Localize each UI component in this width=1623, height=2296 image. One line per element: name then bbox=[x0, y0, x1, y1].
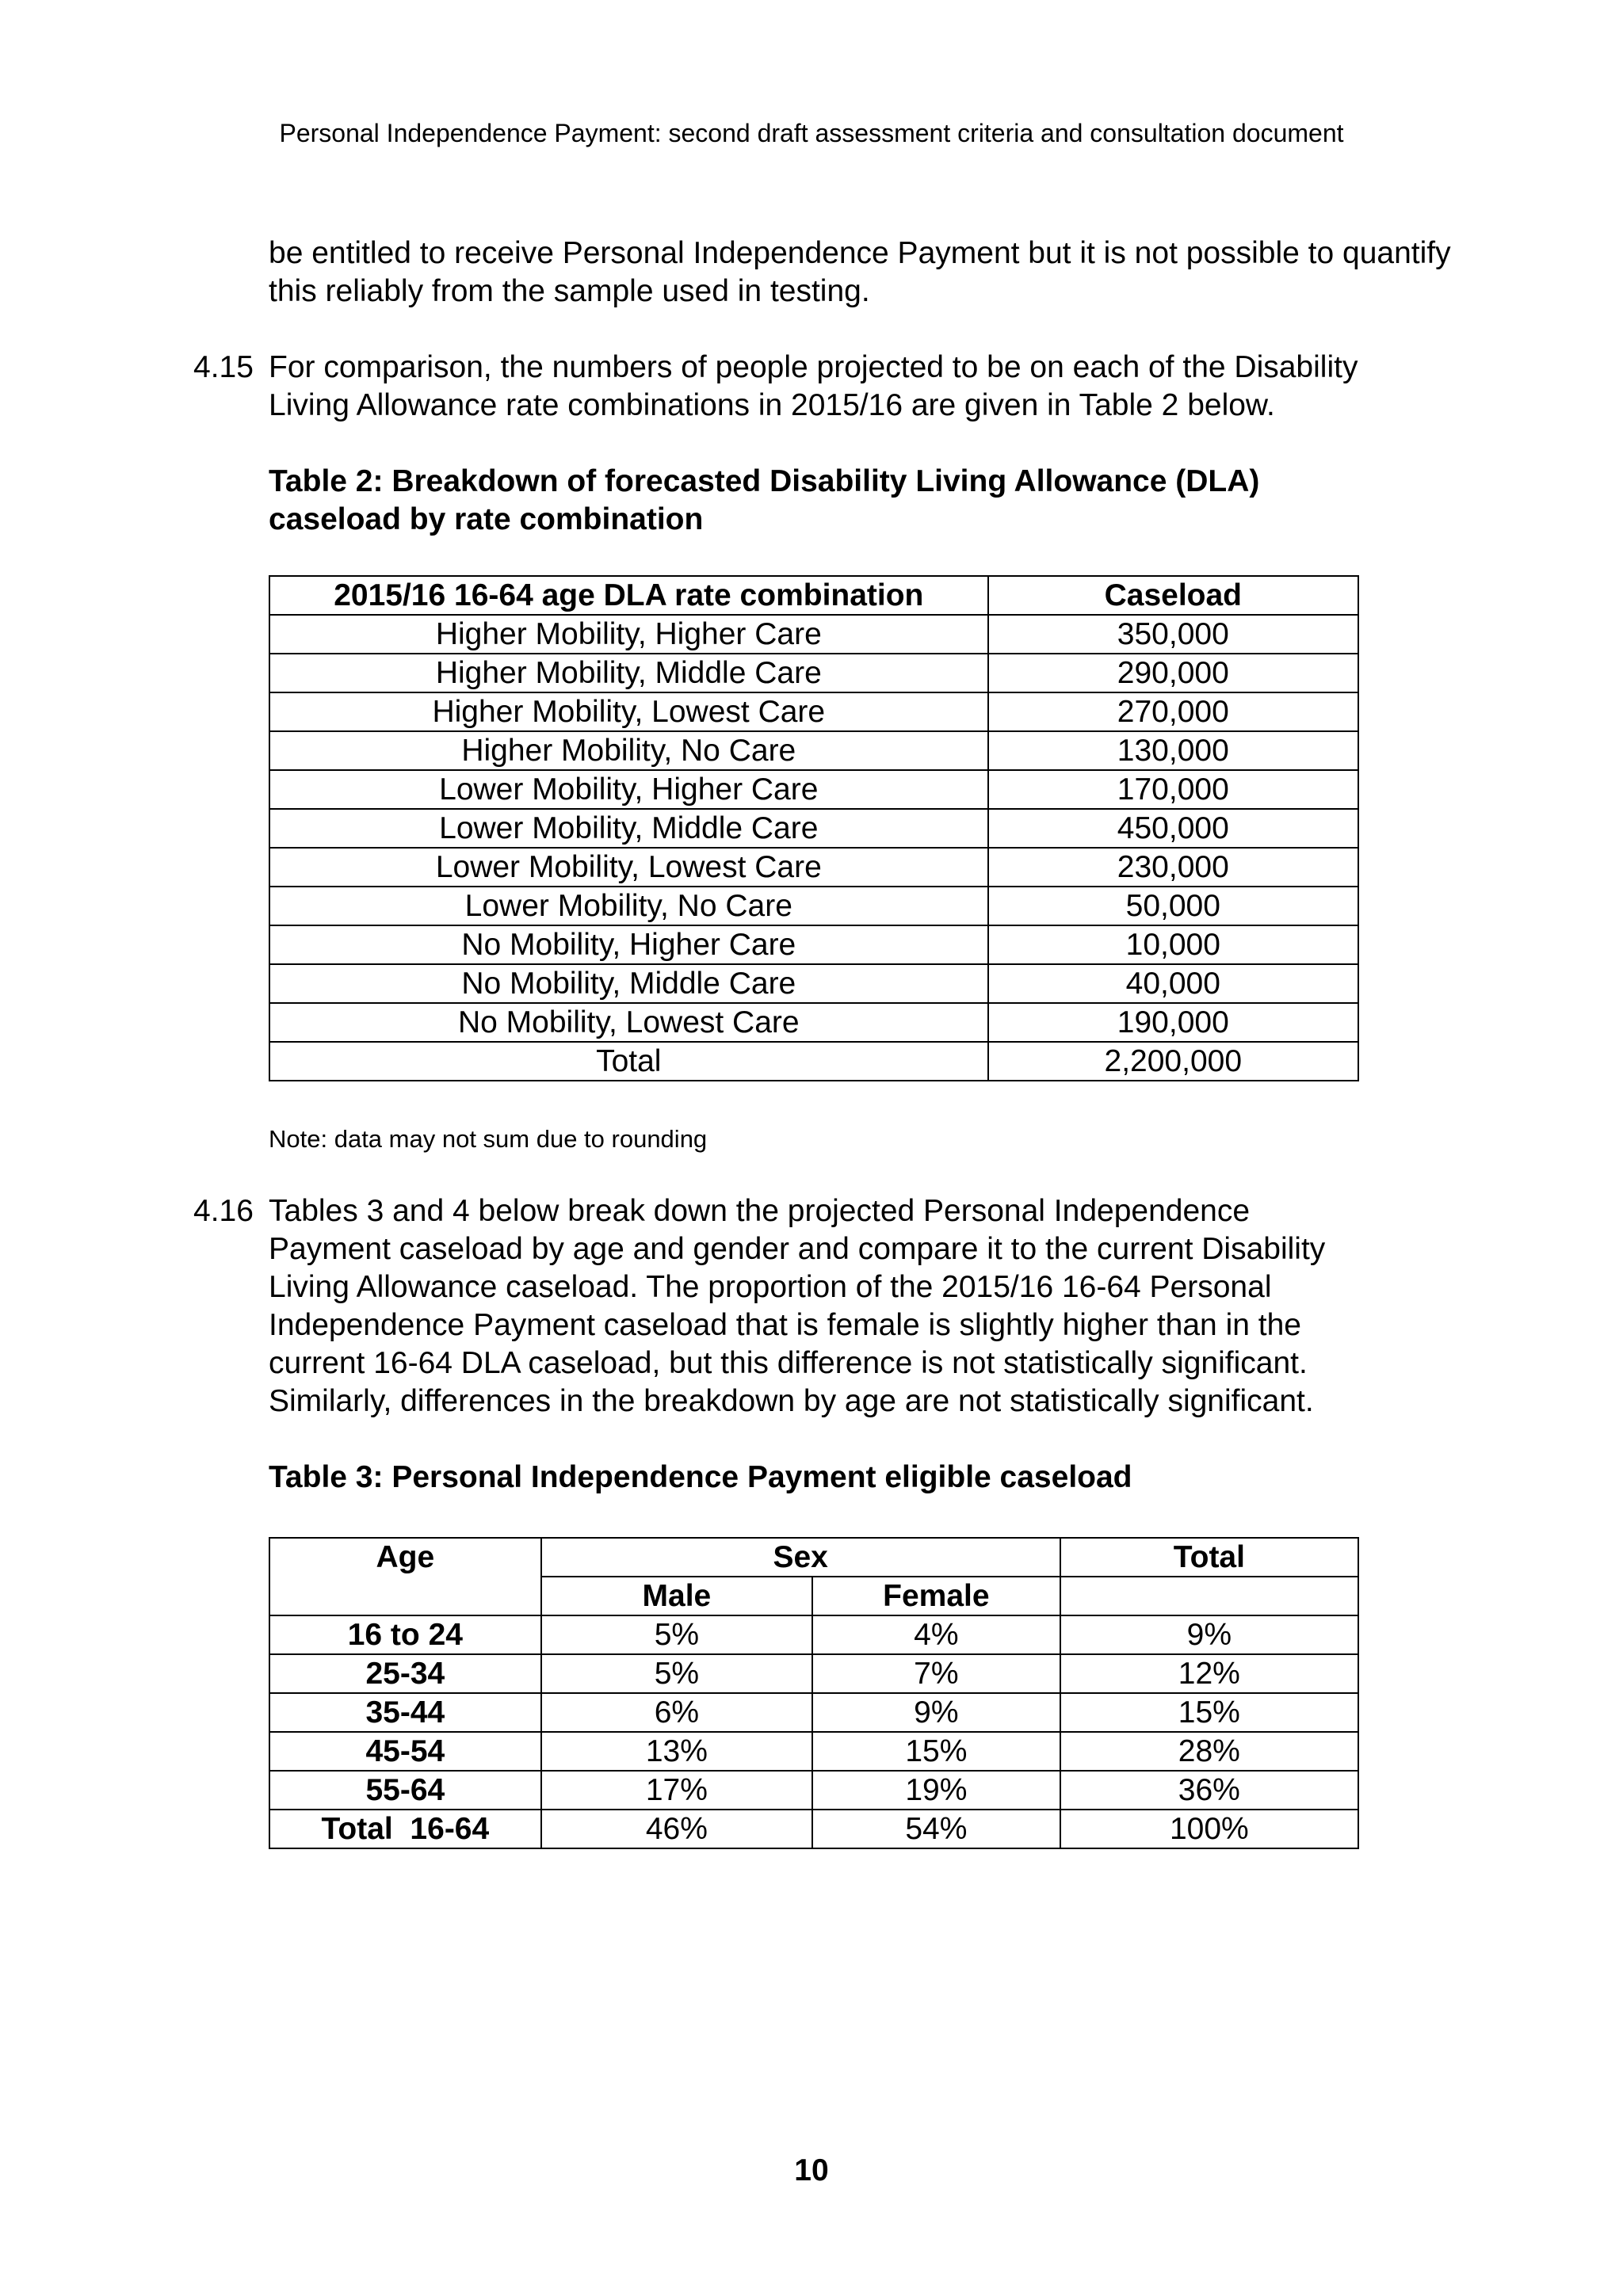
male-cell: 5% bbox=[541, 1654, 812, 1693]
rate-combination-cell: Lower Mobility, No Care bbox=[269, 887, 988, 925]
table-row bbox=[269, 1003, 1358, 1042]
table-row bbox=[269, 809, 1358, 848]
age-cell: 55-64 bbox=[269, 1771, 541, 1810]
page-number: 10 bbox=[794, 2153, 829, 2187]
rate-combination-cell: Higher Mobility, Middle Care bbox=[269, 654, 988, 692]
caseload-cell: 350,000 bbox=[988, 615, 1358, 654]
table-row bbox=[269, 731, 1358, 770]
table-row bbox=[269, 1732, 1358, 1771]
caseload-cell: 170,000 bbox=[988, 770, 1358, 809]
female-cell: 7% bbox=[812, 1654, 1060, 1693]
rate-combination-cell: Higher Mobility, No Care bbox=[269, 731, 988, 770]
table-row bbox=[269, 615, 1358, 654]
caseload-cell: 450,000 bbox=[988, 809, 1358, 848]
rate-combination-cell: Lower Mobility, Lowest Care bbox=[269, 848, 988, 887]
section-text: For comparison, the numbers of people projected to be on each of the Disability Living Allowance rate combinations in 2015/16 are given in Table 2 below. bbox=[269, 350, 1358, 422]
table-row bbox=[269, 964, 1358, 1003]
table-row bbox=[269, 1654, 1358, 1693]
column-header-total: Total bbox=[1060, 1538, 1358, 1577]
intro-paragraph: be entitled to receive Personal Independence Payment but it is not possible to quantify this reliably from the sample used in testing. bbox=[269, 236, 1451, 308]
caseload-cell: 50,000 bbox=[988, 887, 1358, 925]
table-2-note: Note: data may not sum due to rounding bbox=[269, 1125, 708, 1153]
rate-combination-cell: No Mobility, Middle Care bbox=[269, 964, 988, 1003]
section-number: 4.16 bbox=[193, 1194, 254, 1228]
column-header-rate-combination: 2015/16 16-64 age DLA rate combination bbox=[269, 576, 988, 615]
caseload-cell: 10,000 bbox=[988, 925, 1358, 964]
table-header-row bbox=[269, 576, 1358, 615]
total-cell: 36% bbox=[1060, 1771, 1358, 1810]
empty-header-cell bbox=[1060, 1577, 1358, 1615]
age-cell: 25-34 bbox=[269, 1654, 541, 1693]
column-header-caseload: Caseload bbox=[988, 576, 1358, 615]
table-header-row bbox=[269, 1538, 1358, 1577]
section-text: Tables 3 and 4 below break down the projected Personal Independence Payment caseload by age and gender and compare it to the current Disability Living Allowance caseload. The proportion of the 2015/16 16-64 Personal Independence Payment caseload that is female is slightly higher than in the current 16-64 DLA caseload, but this difference is not statistically significant. Similarly, differences in the breakdown by age are not statistically significant. bbox=[269, 1194, 1326, 1418]
female-cell: 54% bbox=[812, 1810, 1060, 1848]
rate-combination-cell: Lower Mobility, Middle Care bbox=[269, 809, 988, 848]
caseload-cell: 2,200,000 bbox=[988, 1042, 1358, 1081]
age-cell: 16 to 24 bbox=[269, 1615, 541, 1654]
table-row bbox=[269, 1693, 1358, 1732]
female-cell: 4% bbox=[812, 1615, 1060, 1654]
column-header-male: Male bbox=[541, 1577, 812, 1615]
table-row bbox=[269, 887, 1358, 925]
rate-combination-cell: Higher Mobility, Higher Care bbox=[269, 615, 988, 654]
male-cell: 17% bbox=[541, 1771, 812, 1810]
total-cell: 12% bbox=[1060, 1654, 1358, 1693]
caseload-cell: 230,000 bbox=[988, 848, 1358, 887]
age-cell: 45-54 bbox=[269, 1732, 541, 1771]
caseload-cell: 130,000 bbox=[988, 731, 1358, 770]
rate-combination-cell: Lower Mobility, Higher Care bbox=[269, 770, 988, 809]
rate-combination-cell: Higher Mobility, Lowest Care bbox=[269, 692, 988, 731]
table-3-caption: Table 3: Personal Independence Payment eligible caseload bbox=[269, 1460, 1132, 1494]
male-cell: 5% bbox=[541, 1615, 812, 1654]
age-cell: 35-44 bbox=[269, 1693, 541, 1732]
table-total-row bbox=[269, 1810, 1358, 1848]
rate-combination-cell: Total bbox=[269, 1042, 988, 1081]
age-cell: Total 16-64 bbox=[269, 1810, 541, 1848]
table-row bbox=[269, 654, 1358, 692]
section-4-16 bbox=[193, 1192, 1461, 1421]
table-row bbox=[269, 1615, 1358, 1654]
female-cell: 15% bbox=[812, 1732, 1060, 1771]
total-cell: 100% bbox=[1060, 1810, 1358, 1848]
caseload-cell: 40,000 bbox=[988, 964, 1358, 1003]
rate-combination-cell: No Mobility, Higher Care bbox=[269, 925, 988, 964]
female-cell: 19% bbox=[812, 1771, 1060, 1810]
male-cell: 13% bbox=[541, 1732, 812, 1771]
section-number: 4.15 bbox=[193, 350, 254, 384]
total-cell: 28% bbox=[1060, 1732, 1358, 1771]
total-cell: 15% bbox=[1060, 1693, 1358, 1732]
table-row bbox=[269, 848, 1358, 887]
rate-combination-cell: No Mobility, Lowest Care bbox=[269, 1003, 988, 1042]
table-2-caption: Table 2: Breakdown of forecasted Disability Living Allowance (DLA) caseload by rate combination bbox=[269, 464, 1260, 536]
table-total-row bbox=[269, 1042, 1358, 1081]
male-cell: 46% bbox=[541, 1810, 812, 1848]
male-cell: 6% bbox=[541, 1693, 812, 1732]
table-row bbox=[269, 770, 1358, 809]
running-header: Personal Independence Payment: second draft assessment criteria and consultation document bbox=[279, 119, 1344, 147]
caseload-cell: 190,000 bbox=[988, 1003, 1358, 1042]
section-4-15 bbox=[193, 349, 1461, 425]
female-cell: 9% bbox=[812, 1693, 1060, 1732]
column-header-age: Age bbox=[269, 1538, 541, 1615]
dla-caseload-table bbox=[269, 575, 1359, 1081]
caseload-cell: 270,000 bbox=[988, 692, 1358, 731]
table-row bbox=[269, 925, 1358, 964]
table-row bbox=[269, 692, 1358, 731]
pip-caseload-table bbox=[269, 1537, 1359, 1849]
column-header-sex: Sex bbox=[541, 1538, 1060, 1577]
table-row bbox=[269, 1771, 1358, 1810]
column-header-female: Female bbox=[812, 1577, 1060, 1615]
total-cell: 9% bbox=[1060, 1615, 1358, 1654]
caseload-cell: 290,000 bbox=[988, 654, 1358, 692]
